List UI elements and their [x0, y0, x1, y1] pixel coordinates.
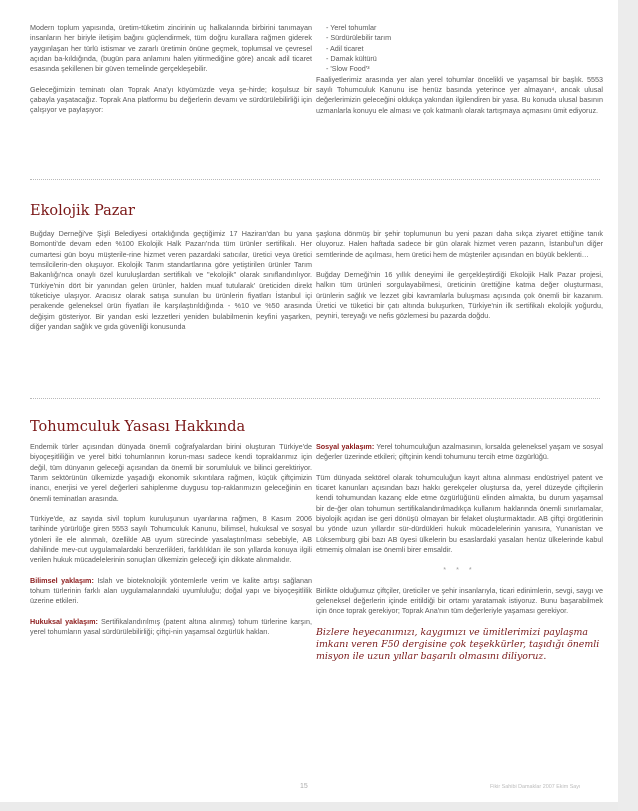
legal-approach-label: Hukuksal yaklaşım:	[30, 616, 98, 626]
social-approach-label: Sosyal yaklaşım:	[316, 442, 375, 451]
ekolojik-paragraph-2: şaşkına dönmüş bir şehir toplumunun bu yeni pazarı daha sıkça ziyaret ettiğine tanık oluyoruz. Halen haftada sadece bir gün olarak hizmet veren pazarın, İstanbul'un diğer semtlerinde de açılması, hem üretici hem de müşteriler açısından en büyük beklenti…	[316, 229, 603, 259]
section-heading-tohumculuk: Tohumculuk Yasası Hakkında	[30, 419, 246, 435]
list-item: - Damak kültürü	[326, 54, 377, 64]
list-item: - Yerel tohumlar	[326, 23, 377, 32]
ekolojik-paragraph-3: Buğday Derneği'nin 16 yıllık deneyimi ile gerçekleştirdiği Ekolojik Halk Pazar projesi, halkın tüm ürünleri sorgulayabilmesi, üreticinin ürettiğine katma değer oluşturması, ürünlerin sağlık ve lezzet gibi kavramlarla buluşması açısında çok önemli bir kazanım. Üretici ve tüketici bir çatı altında buluşurken, Türkiye'nin ilk sertifikalı ekolojik yoğurdu, peyniri, tereyağı ve nefis gözlemesi bu pazarda doğdu.	[316, 270, 603, 321]
tohumculuk-left-column	[30, 442, 312, 638]
intro-right-paragraph: Faaliyetlerimiz arasında yer alan yerel tohumlar öncelikli ve yaşamsal bir başlık. 5553 sayılı Tohumculuk Kanunu ise henüz basında yeterince yer almayan⁴, ancak ulusal değerlerimizin geleceğini oldukça yakından ilgilendiren bir yasa. Bu konuda ulusal basının uzmanlarla konuyu ele alması ve çok katmanlı olarak tartışmaya açmasını ümit ediyoruz.	[316, 74, 603, 115]
section-divider	[30, 179, 600, 180]
intro-paragraph-1: Modern toplum yapısında, üretim-tüketim zincirinin uç halkalarında birbirini tanımayan insanların her biriyle iletişim bağını güçlendirmek, tüm doğru kurallara rağmen giderek yaygınlaşan her türlü istismar ve zararlı üretimin önüne geçmek, toplumsal ve çevresel açıdan ba-kıldığında, (bugün para anlamını halen yitirmediğine göre) ancak adil ticaret esasında şekillenen bir güven temelinde gerçekleşebilir.	[30, 23, 312, 74]
section-divider	[30, 398, 600, 399]
tohumculuk-paragraph-2: Türkiye'de, az sayıda sivil toplum kuruluşunun uyarılarına rağmen, 8 Kasım 2006 tarihinde yürürlüğe giren 5553 sayılı Tohumculuk Kanunu, bilimsel, hukuksal ve sosyal yönleri ile ele alınmalı, özellikle AB uyum sürecinde yasalaştırılması sebebiyle, AB dahilinde mev-cut uygulamalardaki benzerlikleri, farklılıkları ile son yıllarda konuya ilgili verilen hukuk mücadelelerinin sonuçları ülkemizin geleceği için dikkate alınmalıdır.	[30, 514, 312, 565]
legal-approach-paragraph	[30, 617, 312, 638]
list-item: - Adil ticaret	[326, 43, 364, 53]
intro-right-column	[316, 23, 603, 116]
ekolojik-left-column	[30, 229, 312, 332]
legal-approach-text: Sertifikalandırılmış (patent altına alınmış) tohum türlerine karşın, yerel tohumların yasal sürdürülebilirliği; çiftçi-nin yaşamsal özgürlük hakları.	[30, 616, 312, 637]
social-approach-text: Yerel tohumculuğun azalmasının, kırsalda geleneksel yaşam ve sosyal değerler üzerinde etkileri; çiftçinin kendi tohumunu tercih etme özgürlüğü.	[316, 442, 603, 462]
list-item: - Sürdürülebilir tarım	[326, 33, 392, 43]
section-heading-ekolojik-pazar: Ekolojik Pazar	[30, 203, 135, 219]
tohumculuk-paragraph-4: Birlikte olduğumuz çiftçiler, üreticiler ve şehir insanlarıyla, ticari edinimlerin, sevgi, saygı ve geleneksel değerlerin içinde eritildiği bir ortamı yaratamak istiyoruz. Bunu başarabilmek için önce toprak gerekiyor; Toprak Ana'nın tüm değerleriyle yaşaması gerekiyor.	[316, 585, 603, 616]
scientific-approach-text: Islah ve bioteknolojik yöntemlerle verim ve kalite artışı sağlanan tohum türlerinin farklı alan uygulamalarındaki uyumluluğu; doğal yapı ve biyoçeşitlilik üzerine etkileri.	[30, 575, 312, 606]
intro-left-column	[30, 23, 312, 116]
intro-paragraph-2: Geleceğimizin teminatı olan Toprak Ana'yı köyümüzde veya şe-hirde; koşulsuz bir çabayla yaşatacağız. Toprak Ana platformu bu değerlerin devamı ve sürdürülebilirliği için çalışıyor ve paylaşıyor:	[30, 84, 312, 115]
ekolojik-paragraph-1: Buğday Derneği've Şişli Belediyesi ortaklığında geçtiğimiz 17 Haziran'dan bu yana Bomonti'de devam eden %100 Ekolojik Halk Pazarı'nda tüm ürünler sertifikalı. Her cumartesi gün boyu müşterile-rine hizmet veren pazardaki satıcılar, üretici veya üretici temsilcilerin-den oluşuyor. Ekolojik Tarım standartlarına göre yetiştirilen ürünler Tarım Bakanlığı'nca onaylı özel kuruluşlardan sertifikalı ve "ekolojik" olarak sınıflandırılıyor. Türkiye'nin dört bir yanından gelen ürünler, halden muaf tutularak' üreticiden direkt tüketiciye ulaşıyor. Aracısız olarak satışa sunulan bu ürünlerin fiyatları İstanbul içi perakende geleneksel ürün fiyatları ile karşılaştırıldığında - %10 ve %50 arasında değişim gösteriyor. Bir yandan eski lezzetleri yeniden bulabilmenin keyfini yaşarken, diğer yandan sağlık ve gıda güvenliği konusunda	[30, 229, 312, 332]
page-edge	[618, 0, 638, 811]
handwritten-note: Bizlere heyecanımızı, kaygımızı ve ümitlerimizi paylaşma imkanı veren F50 dergisine çok teşekkürler, taşıdığı önemli misyon ile uzun yıllar başarılı olmasını diliyoruz.	[316, 626, 600, 662]
publication-footer: Fikir Sahibi Damaklar 2007 Ekim Sayı	[490, 784, 581, 790]
scientific-approach-label: Bilimsel yaklaşım:	[30, 575, 94, 585]
list-item: - 'Slow Food'³	[326, 64, 370, 74]
page-number: 15	[300, 783, 308, 790]
section-separator-stars: * * *	[443, 565, 476, 575]
tohumculuk-right-column	[316, 442, 603, 663]
social-approach-paragraph	[316, 442, 603, 463]
tohumculuk-paragraph-3: Tüm dünyada sektörel olarak tohumculuğun kayıt altına alınması endüstriyel patent ve ticaret kanunları açısından bazı hakkı gerekçeler oluştursa da, yerel düzeyde çiftçilerin kendi tohumundan kazanç elde etme özgürlüğünü elinden almakta, bu durum yaşamsal bir de-ğer olan tohumun sertifikalandırılmadıkça kullanım haklarında önemli sınırlamalar, biyolojik açıdan ise geri dönüşü olmayan bir felaket oluşturmaktadır. AB çiftçi örgütlerinin bu yönde uzun yıllardır sür-dürdükleri hukuk mücadelelerinin yanısıra, Yunanistan ve Lüksemburg gibi bazı AB üyesi ülkelerin bu esaslardaki yasaları henüz ülkelerinde kabul etmemiş olmaları ise önemli birer emsaldir.	[316, 472, 603, 555]
platform-values-list	[316, 23, 603, 75]
ekolojik-right-column	[316, 229, 603, 322]
tohumculuk-paragraph-1: Endemik türler açısından dünyada önemli coğrafyalardan birini oluşturan Türkiye'de biyoçeşitliliğin ve yerel bitki tohumlarının korun-ması sadece kendi topraklarımız için değil, tüm dünyanın geleceği açısından da önemli bir sorumluluk ve bilinci gerektiriyor. Tarım sektörünün ülkemizde yaşadığı ekonomik sıkıntılara rağmen, küçük çiftçimizin inancı, enerjisi ve yerel değerleri sahiplenme duygusu top-raklarımızın geleceğinin en önemli teminatları arasında.	[30, 442, 312, 503]
footer-bar	[0, 802, 618, 811]
scientific-approach-paragraph	[30, 576, 312, 607]
